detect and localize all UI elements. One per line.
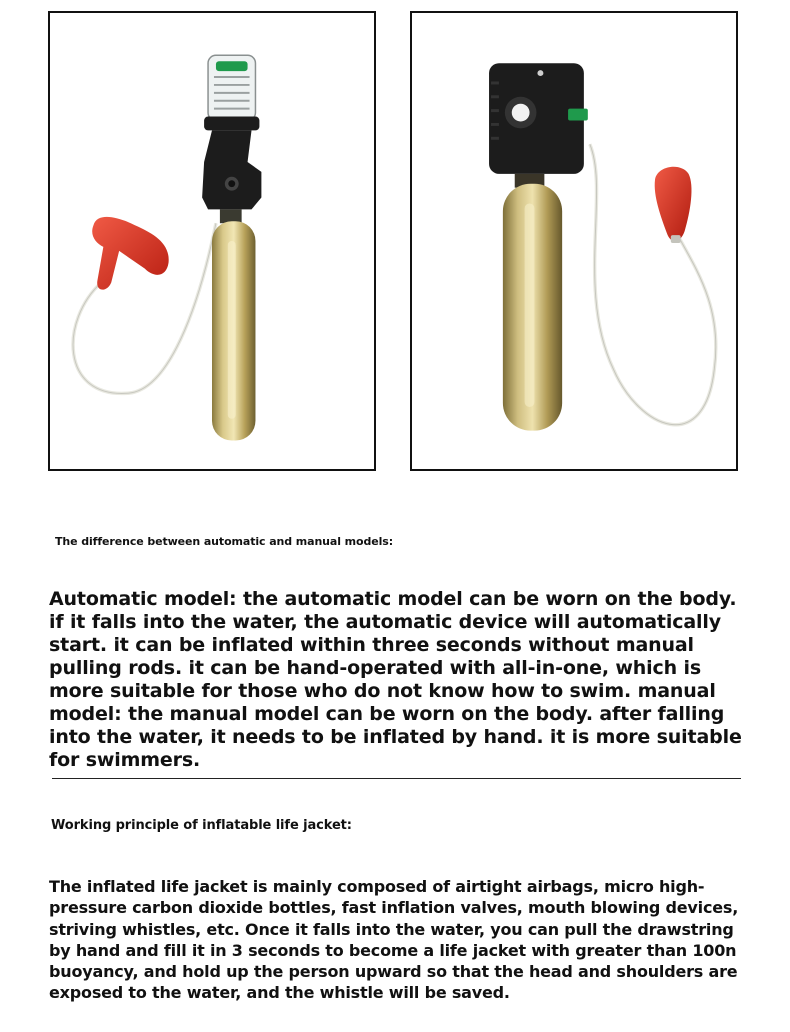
automatic-inflator-photo (48, 11, 376, 471)
principle-text: The inflated life jacket is mainly composed of airtight airbags, micro high-pressure carbon dioxide bottles, fast inflation valves, mouth blowing devices, striving whistles, etc. Once it falls into the water, you can pull the drawstring by hand and fill it in 3 seconds to become a life jacket with greater than 100n buoyancy, and hold up the person upward so that the head and shoulders are exposed to the water, and the whistle will be saved. (49, 877, 739, 1003)
automatic-inflator-icon (50, 13, 374, 469)
principle-label: Working principle of inflatable life jacket: (51, 818, 352, 833)
manual-inflator-icon (412, 13, 736, 469)
difference-text: Automatic model: the automatic model can be worn on the body. if it falls into the water, the automatic device will automatically start. it can be inflated within three seconds without manual pulling rods. it can be hand-operated with all-in-one, which is more suitable for those who do not know how to swim. manual model: the manual model can be worn on the body. after falling into the water, it needs to be inflated by hand. it is more suitable for swimmers. (49, 588, 742, 771)
manual-inflator-photo (410, 11, 738, 471)
difference-label: The difference between automatic and manual models: (55, 535, 393, 548)
section-divider (52, 778, 741, 779)
